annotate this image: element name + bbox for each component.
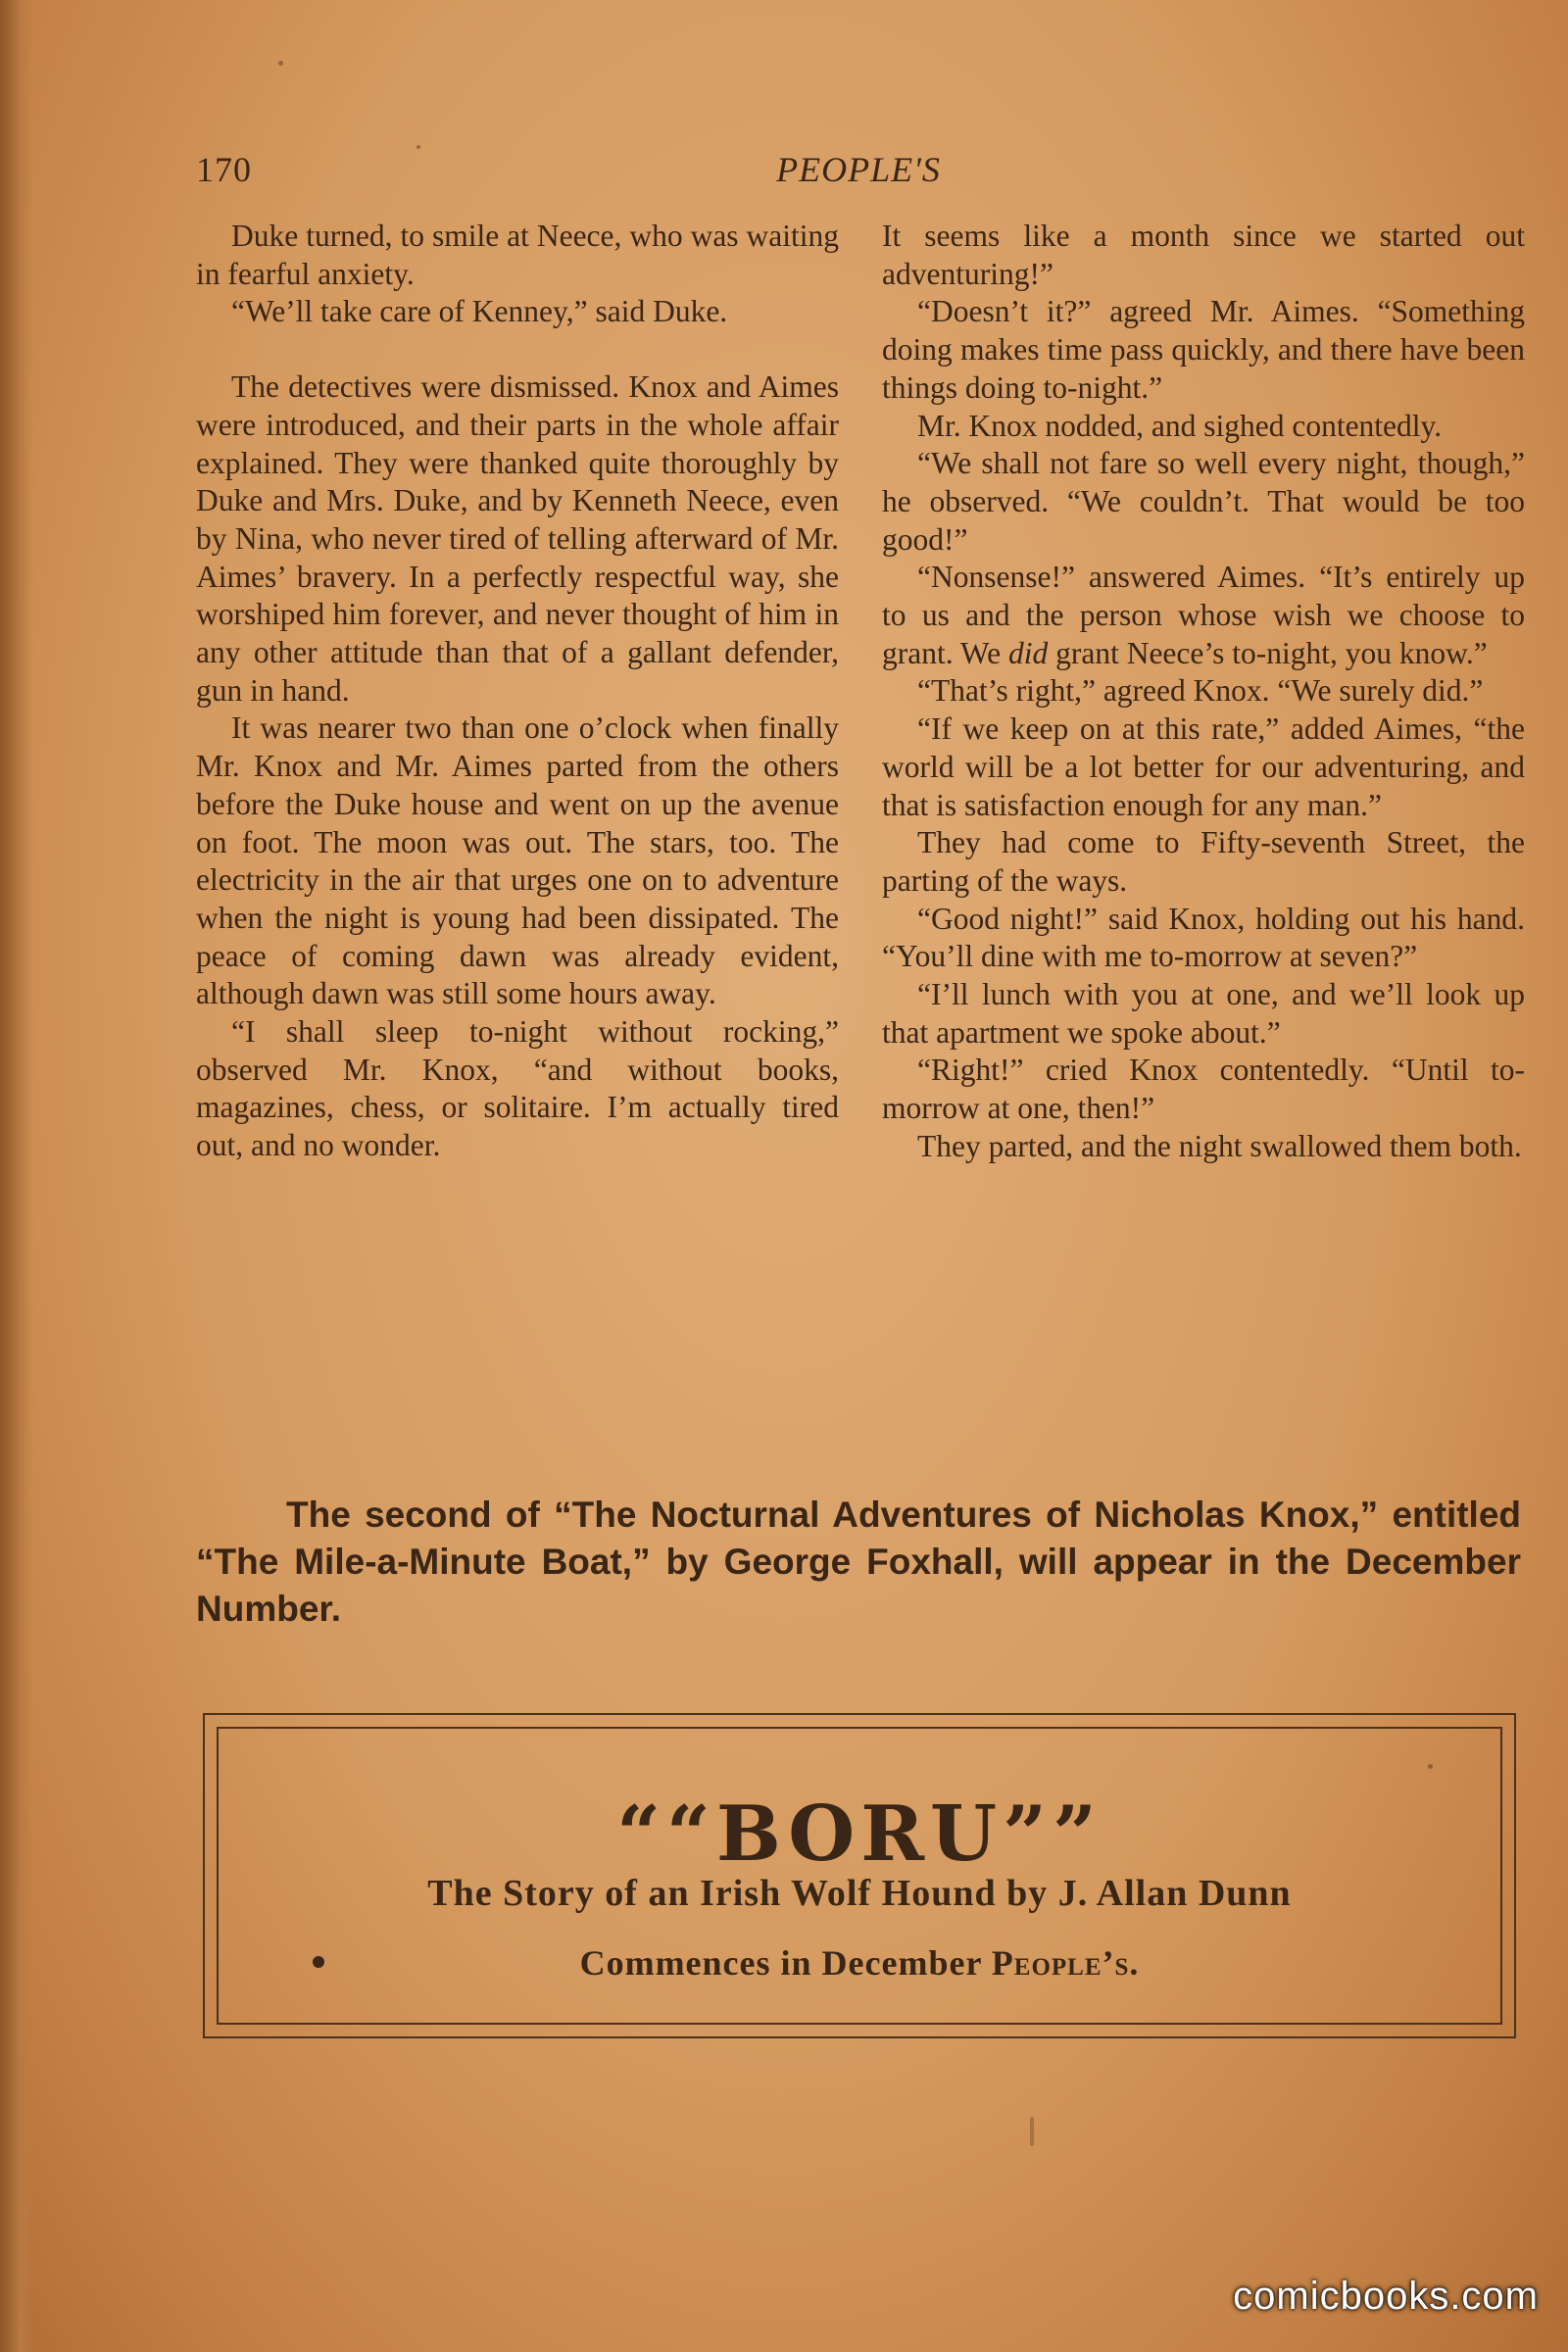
right-column bbox=[882, 218, 1525, 1166]
paragraph: “If we keep on at this rate,” added Aimes, “the world will be a lot better for our adventuring, and that is satisfaction enough for any man.” bbox=[882, 711, 1525, 822]
paragraph: They parted, and the night swallowed them both. bbox=[917, 1128, 1522, 1163]
paragraph: “We shall not fare so well every night, though,” he observed. “We couldn’t. That would be too good!” bbox=[882, 446, 1525, 557]
paragraph: Duke turned, to smile at Neece, who was waiting in fearful anxiety. bbox=[196, 219, 839, 291]
paper-speck bbox=[1030, 2117, 1034, 2146]
paragraph: Mr. Knox nodded, and sighed contentedly. bbox=[917, 408, 1443, 443]
running-head: PEOPLE'S bbox=[776, 150, 941, 189]
paper-speck bbox=[278, 61, 283, 66]
watermark-logo: comicbooks.com bbox=[1233, 2275, 1539, 2318]
ad-title: ““BORU”” bbox=[616, 1789, 1102, 1879]
emphasis: did bbox=[1007, 635, 1049, 670]
ad-subtitle: The Story of an Irish Wolf Hound by J. Allan Dunn bbox=[427, 1873, 1292, 1914]
paragraph: “I’ll lunch with you at one, and we’ll look up that apartment we spoke about.” bbox=[882, 977, 1525, 1050]
page-header bbox=[196, 149, 1521, 198]
paragraph: “I shall sleep to-night without rocking,” observed Mr. Knox, “and without books, magazines, chess, or solitaire. I’m actually tired out, and no wonder. bbox=[196, 1014, 839, 1163]
next-issue-announcement: The second of “The Nocturnal Adventures of Nicholas Knox,” entitled “The Mile-a-Minute Boat,” by George Foxhall, will appear in the December Number. bbox=[196, 1494, 1521, 1629]
paragraph bbox=[882, 559, 1525, 672]
paragraph: “Doesn’t it?” agreed Mr. Aimes. “Something doing makes time pass quickly, and there have been things doing to-night.” bbox=[882, 294, 1525, 405]
left-column bbox=[196, 218, 839, 1165]
page-edge-shadow bbox=[0, 0, 33, 2352]
paragraph: “Good night!” said Knox, holding out his hand. “You’ll dine with me to-morrow at seven?” bbox=[882, 901, 1525, 974]
advertisement-inner-border bbox=[217, 1727, 1502, 2025]
magazine-name: People’s. bbox=[991, 1943, 1140, 1983]
paragraph: “We’ll take care of Kenney,” said Duke. bbox=[231, 294, 728, 329]
paragraph: The detectives were dismissed. Knox and Aimes were introduced, and their parts in the whole affair explained. They were thanked quite thoroughly by Duke and Mrs. Duke, and by Kenneth Neece, even by Nina, who never tired of telling afterward of Mr. Aimes’ bravery. In a perfectly respectful way, she worshiped him forever, and never thought of him in any other attitude than that of a gallant defender, gun in hand. bbox=[196, 369, 839, 708]
ad-commence-line bbox=[219, 1942, 1500, 1984]
paragraph: They had come to Fifty-seventh Street, the parting of the ways. bbox=[882, 825, 1525, 898]
text-span: “Nonsense!” answered Aimes. “It’s entirely up to us and the person whose wish we choose to grant. We bbox=[882, 560, 1525, 670]
commence-text: Commences in December bbox=[579, 1943, 992, 1983]
paragraph: “Right!” cried Knox contentedly. “Until to-morrow at one, then!” bbox=[882, 1053, 1525, 1126]
advertisement-box bbox=[203, 1713, 1516, 2038]
page-number: 170 bbox=[196, 150, 252, 189]
paragraph: It was nearer two than one o’clock when finally Mr. Knox and Mr. Aimes parted from the others before the Duke house and went on up the avenue on foot. The moon was out. The stars, too. The electricity in the air that urges one on to adventure when the night is young had been dissipated. The peace of coming dawn was already evident, although dawn was still some hours away. bbox=[196, 710, 839, 1011]
paragraph: It seems like a month since we started out adventuring!” bbox=[882, 219, 1525, 291]
text-span: grant Neece’s to-night, you know.” bbox=[1048, 635, 1488, 670]
paragraph: “That’s right,” agreed Knox. “We surely did.” bbox=[917, 673, 1484, 709]
